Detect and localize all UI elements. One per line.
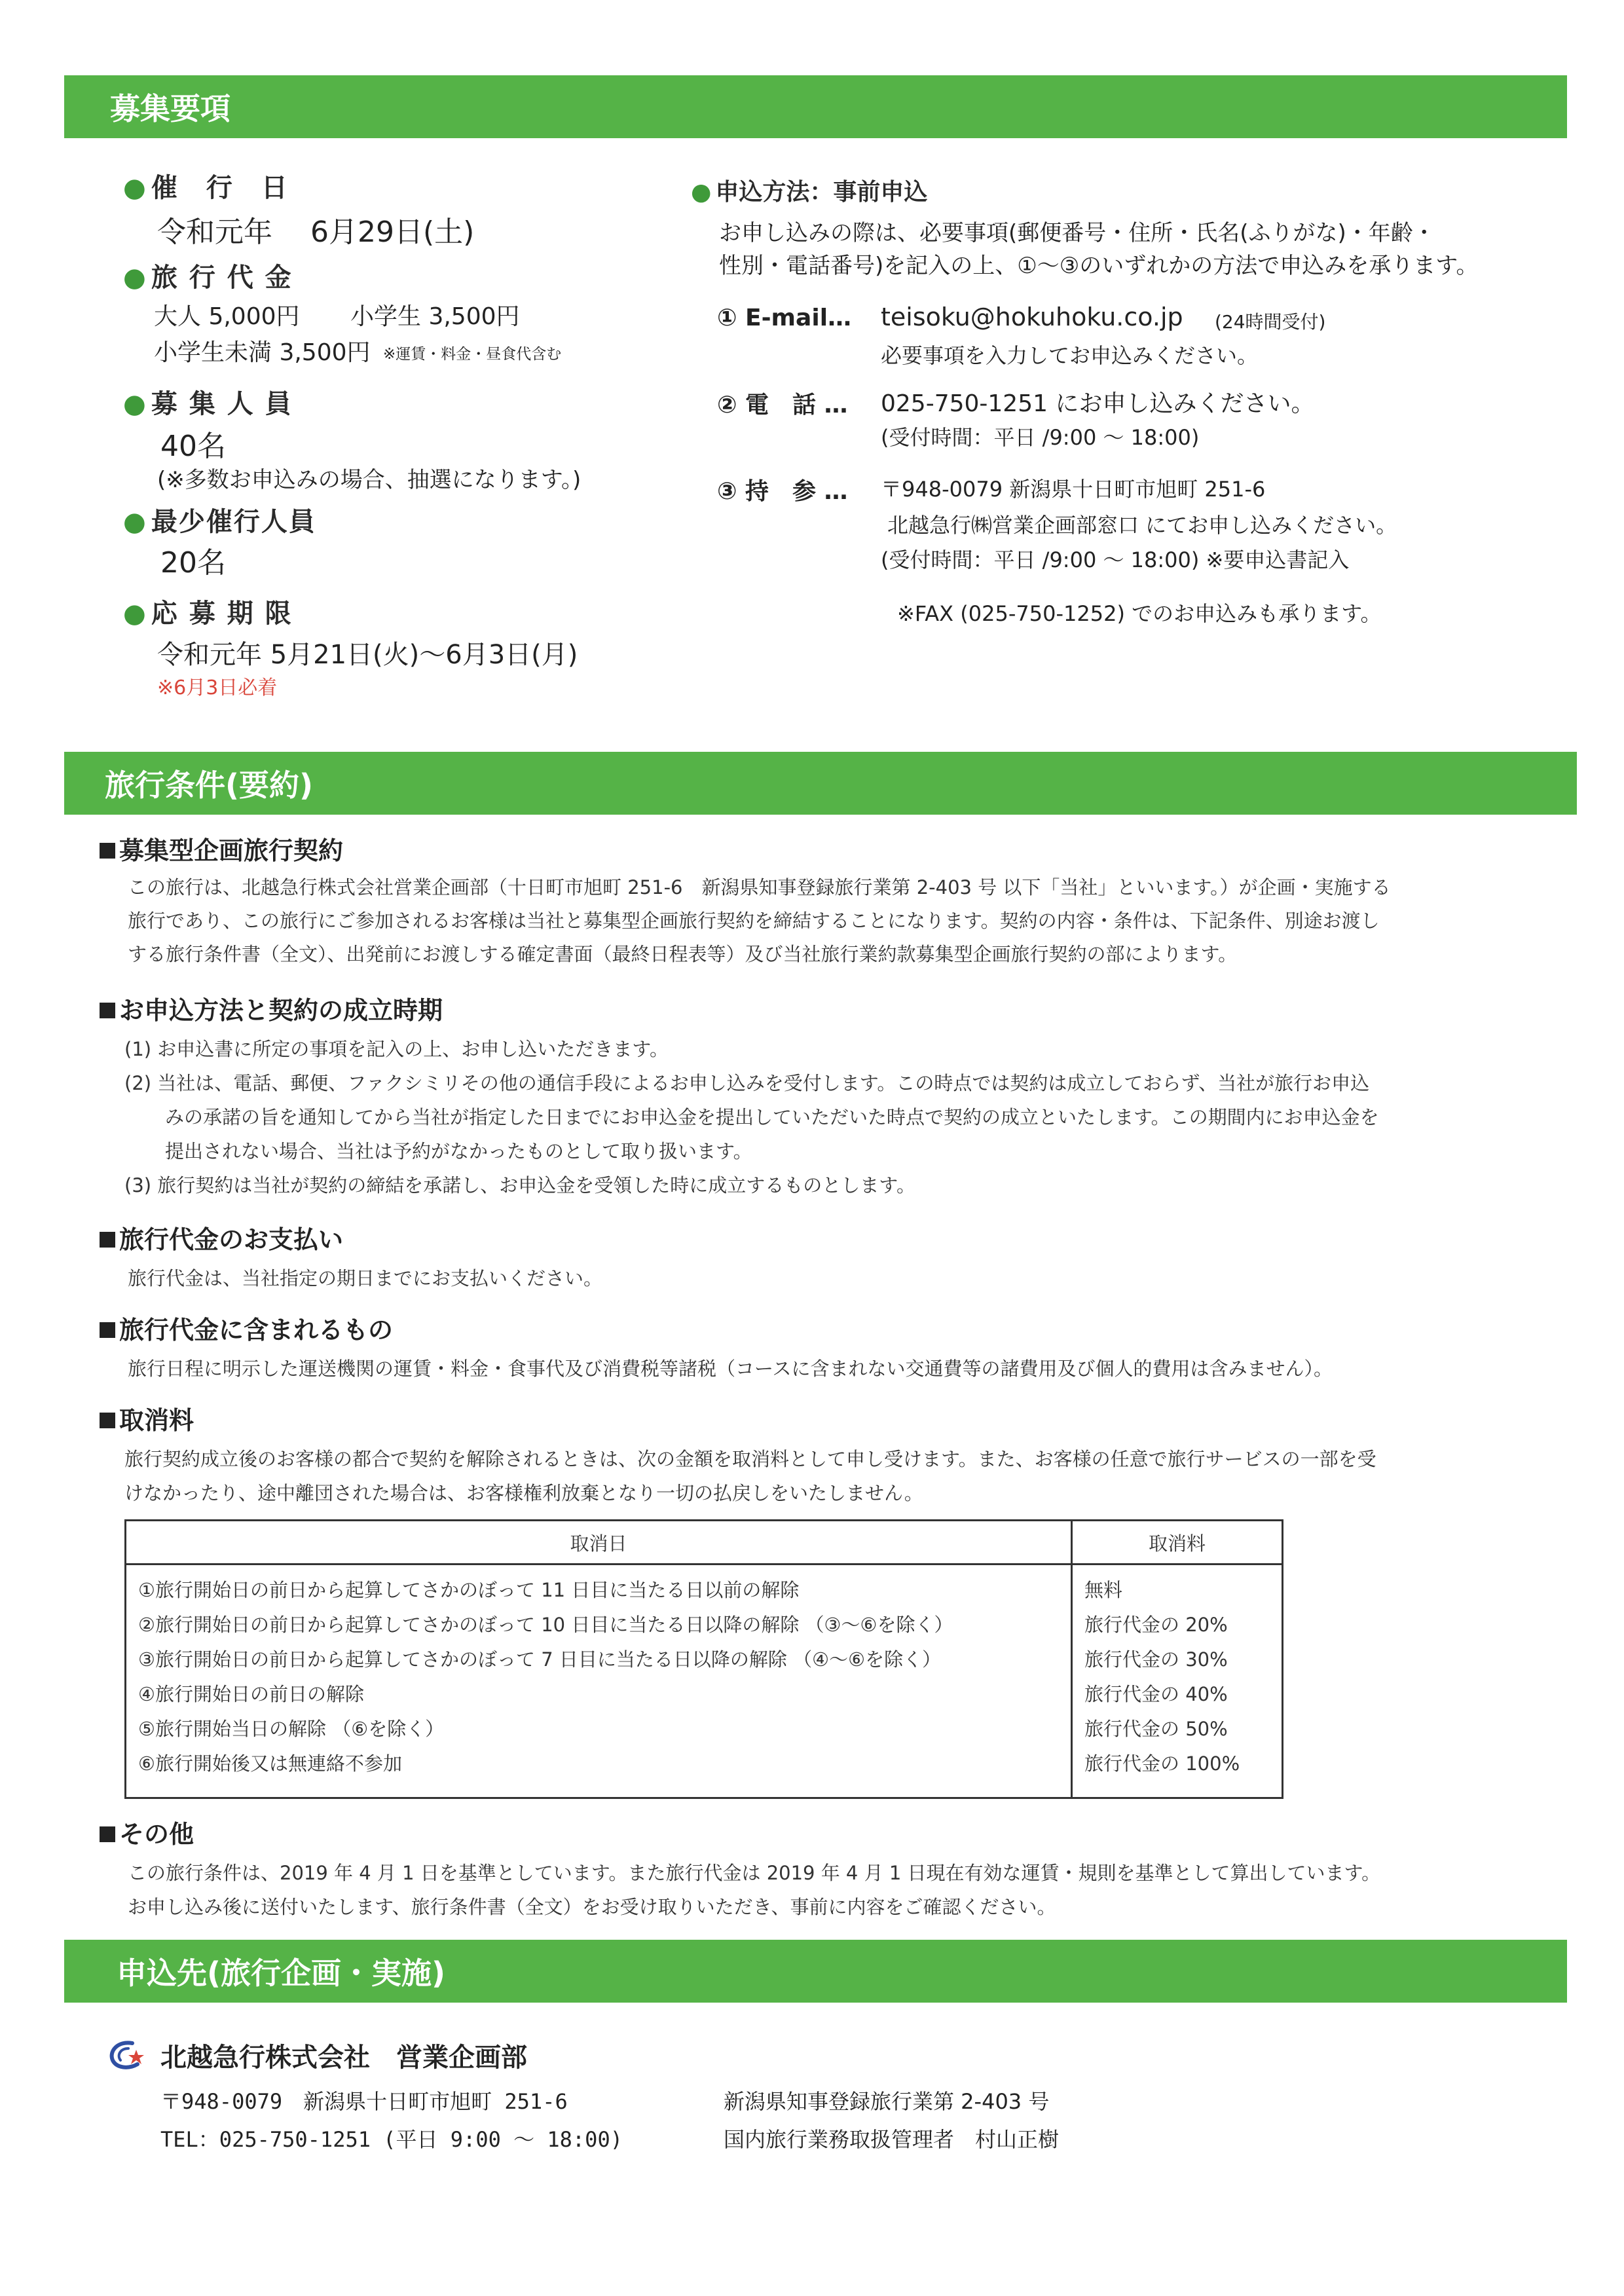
company-tel: TEL：025-750-1251 (平日 9:00 ～ 18:00)	[160, 2127, 623, 2152]
cancel-day-cell	[126, 1565, 1072, 1798]
tel-value: 025-750-1251 にお申し込みください。	[881, 390, 1315, 417]
bullet-icon: ●	[123, 599, 147, 629]
table-row-day: ①旅行開始日の前日から起算してさかのぼって 11 日目に当たる日以前の解除	[138, 1579, 800, 1601]
table-row-fee: 旅行代金の 20%	[1084, 1614, 1228, 1636]
bullet-icon: ●	[123, 507, 147, 537]
tel-label: ② 電 話 …	[717, 392, 848, 418]
date-label: ● 催 行 日	[123, 173, 289, 203]
square-bullet-icon	[100, 1003, 115, 1018]
section-title-application: お申込方法と契約の成立時期	[100, 990, 443, 1026]
included-line-1: 旅行日程に明示した運送機関の運賃・料金・食事代及び消費税等諸税（コースに含まれない交通費等の諸費用及び個人的費用は含みません）。	[128, 1358, 1333, 1380]
company-address: 〒948-0079 新潟県十日町市旭町 251-6	[160, 2089, 568, 2114]
recruit-header-title: 募集要項	[110, 91, 231, 126]
table-body-row	[126, 1565, 1283, 1798]
section-title-contract: 募集型企画旅行契約	[100, 830, 343, 866]
price-under-elementary: 小学生未満 3,500円	[154, 339, 371, 366]
fax-note: ※FAX (025-750-1252) でのお申込みも承ります。	[897, 601, 1382, 626]
table-row-day: ③旅行開始日の前日から起算してさかのぼって 7 日目に当たる日以降の解除 （④～⑥を除く）	[138, 1648, 942, 1671]
table-row-day: ④旅行開始日の前日の解除	[138, 1683, 364, 1705]
tel-hours: (受付時間：平日 /9:00 ～ 18:00)	[881, 425, 1200, 450]
section-title-included: 旅行代金に含まれるもの	[100, 1310, 393, 1346]
email-label: ① E-mail…	[717, 305, 852, 331]
conditions-header-band	[64, 752, 1577, 815]
application-line-2: (2) 当社は、電話、郵便、ファクシミリその他の通信手段によるお申し込みを受付します。この時点では契約は成立しておらず、当社が旅行お申込	[124, 1072, 1370, 1094]
capacity-label: ● 募 集 人 員	[123, 389, 293, 419]
recruit-header-band	[64, 75, 1567, 138]
bullet-icon: ●	[123, 263, 147, 293]
deadline-label: ● 応 募 期 限	[123, 599, 293, 629]
table-header-row	[126, 1521, 1283, 1565]
apply-description-line2: 性別・電話番号)を記入の上、①～③のいずれかの方法で申込みを承ります。	[719, 253, 1479, 279]
email-note: 必要事項を入力してお申込みください。	[881, 343, 1259, 368]
other-line-2: お申し込み後に送付いたします、旅行条件書（全文）をお受け取りいただき、事前に内容をご確認ください。	[128, 1896, 1056, 1918]
table-row-fee: 旅行代金の 50%	[1084, 1718, 1228, 1740]
email-address[interactable]: teisoku@hokuhoku.co.jp	[881, 303, 1183, 331]
square-bullet-icon	[100, 1322, 115, 1338]
cancellation-fee-table	[124, 1519, 1283, 1799]
travel-manager: 国内旅行業務取扱管理者 村山正樹	[724, 2127, 1060, 2152]
section-title-cancellation: 取消料	[100, 1400, 194, 1436]
bullet-icon: ●	[123, 389, 147, 419]
travel-agency-registration: 新潟県知事登録旅行業第 2-403 号	[724, 2089, 1050, 2114]
section-title-other: その他	[100, 1814, 194, 1850]
table-row-fee: 旅行代金の 30%	[1084, 1648, 1228, 1671]
table-row-day: ⑥旅行開始後又は無連絡不参加	[138, 1752, 402, 1775]
cancel-fee-cell	[1072, 1565, 1283, 1798]
contract-line-2: 旅行であり、この旅行にご参加されるお客様は当社と募集型企画旅行契約を締結することになります。契約の内容・条件は、下記条件、別途お渡し	[128, 910, 1380, 932]
section-title-payment: 旅行代金のお支払い	[100, 1219, 343, 1255]
application-line-1: (1) お申込書に所定の事項を記入の上、お申し込いただきます。	[124, 1038, 669, 1060]
deadline-note: ※6月3日必着	[157, 676, 278, 699]
apply-description-line1: お申し込みの際は、必要事項(郵便番号・住所・氏名(ふりがな)・年齢・	[719, 220, 1435, 246]
visit-hours: (受付時間：平日 /9:00 ～ 18:00) ※要申込書記入	[881, 547, 1350, 572]
capacity-value: 40名	[160, 430, 226, 463]
min-participants-value: 20名	[160, 546, 226, 580]
square-bullet-icon	[100, 843, 115, 859]
contact-header-title: 申込先(旅行企画・実施)	[117, 1955, 446, 1991]
payment-line-1: 旅行代金は、当社指定の期日までにお支払いください。	[128, 1267, 603, 1289]
table-row-fee: 旅行代金の 100%	[1084, 1752, 1240, 1775]
min-participants-label: ● 最少催行人員	[123, 507, 316, 537]
price-label: ● 旅 行 代 金	[123, 263, 293, 293]
bullet-icon: ●	[691, 179, 712, 206]
company-logo-icon	[106, 2038, 147, 2071]
email-hours: (24時間受付)	[1215, 311, 1326, 333]
deadline-value: 令和元年 5月21日(火)～6月3日(月)	[157, 640, 578, 670]
square-bullet-icon	[100, 1826, 115, 1842]
company-name: 北越急行株式会社 営業企画部	[160, 2043, 527, 2073]
application-line-5: (3) 旅行契約は当社が契約の締結を承諾し、お申込金を受領した時に成立するものとします。	[124, 1174, 915, 1196]
visit-place: 北越急行㈱営業企画部窓口 にてお申し込みください。	[887, 513, 1397, 538]
contract-line-1: この旅行は、北越急行株式会社営業企画部（十日町市旭町 251-6 新潟県知事登録旅行業第 2-403 号 以下「当社」といいます。）が企画・実施する	[128, 876, 1391, 898]
cancellation-line-1: 旅行契約成立後のお客様の都合で契約を解除されるときは、次の金額を取消料として申し受けます。また、お客様の任意で旅行サービスの一部を受	[124, 1448, 1376, 1470]
price-adult: 大人 5,000円	[154, 303, 300, 330]
application-line-3: みの承諾の旨を通知してから当社が指定した日までにお申込金を提出していただいた時点で契約の成立といたします。この期間内にお申込金を	[165, 1106, 1379, 1128]
bullet-icon: ●	[123, 173, 147, 203]
cancellation-line-2: けなかったり、途中離団された場合は、お客様権利放棄となり一切の払戻しをいたしません。	[124, 1482, 923, 1504]
price-note: ※運賃・料金・昼食代含む	[383, 346, 562, 363]
column-header-cancel-fee: 取消料	[1072, 1521, 1283, 1565]
table-row-day: ②旅行開始日の前日から起算してさかのぼって 10 日目に当たる日以降の解除 （③～⑥を除く）	[138, 1614, 953, 1636]
square-bullet-icon	[100, 1232, 115, 1248]
visit-label: ③ 持 参 …	[717, 478, 848, 505]
visit-address: 〒948-0079 新潟県十日町市旭町 251-6	[881, 477, 1266, 502]
other-line-1: この旅行条件は、2019 年 4 月 1 日を基準としています。また旅行代金は 2019 年 4 月 1 日現在有効な運賃・規則を基準として算出しています。	[128, 1862, 1381, 1884]
column-header-cancel-day: 取消日	[126, 1521, 1072, 1565]
table-row-fee: 旅行代金の 40%	[1084, 1683, 1228, 1705]
price-elementary: 小学生 3,500円	[350, 303, 520, 330]
date-value: 令和元年 6月29日(土)	[157, 215, 475, 249]
square-bullet-icon	[100, 1413, 115, 1428]
contract-line-3: する旅行条件書（全文）、出発前にお渡しする確定書面（最終日程表等）及び当社旅行業約款募集型企画旅行契約の部によります。	[128, 943, 1238, 965]
contact-header-band	[64, 1940, 1567, 2003]
capacity-note: (※多数お申込みの場合、抽選になります。)	[157, 467, 581, 493]
application-line-4: 提出されない場合、当社は予約がなかったものとして取り扱います。	[165, 1140, 752, 1162]
table-row-fee: 無料	[1084, 1579, 1123, 1601]
table-row-day: ⑤旅行開始当日の解除 （⑥を除く）	[138, 1718, 445, 1740]
apply-method-label: ● 申込方法：事前申込	[691, 179, 928, 206]
conditions-header-title: 旅行条件(要約)	[105, 768, 314, 803]
